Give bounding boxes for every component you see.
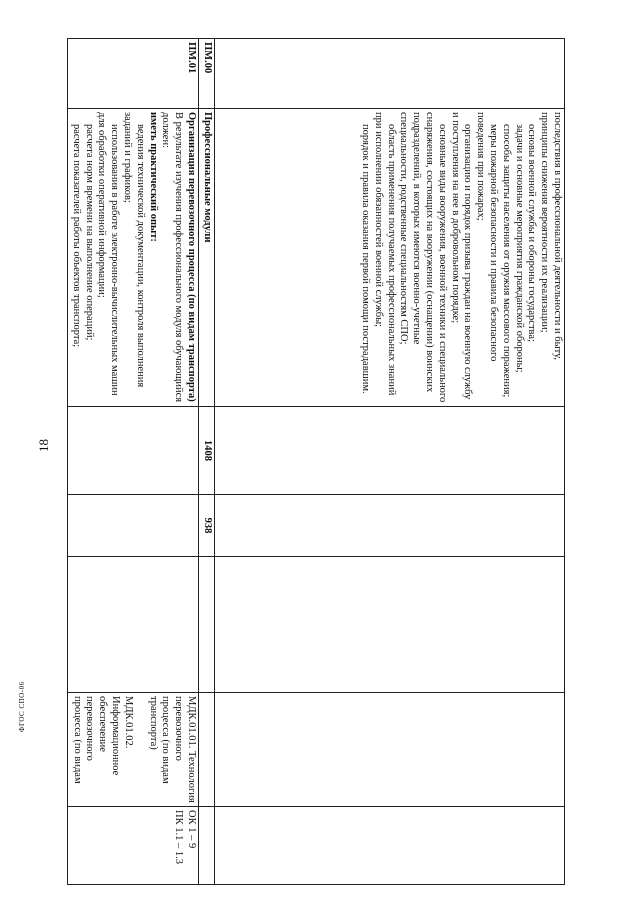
text-line: задачи и основные мероприятия гражданской обороны; bbox=[513, 124, 525, 373]
cell-title: Профессиональные модули bbox=[199, 109, 215, 407]
cell-empty bbox=[199, 557, 215, 693]
page-number: 18 bbox=[36, 439, 51, 452]
cell-code: ПМ.01 bbox=[68, 39, 199, 109]
curriculum-table bbox=[67, 38, 565, 885]
text-line: меры пожарной безопасности и правила безопасного поведения при пожарах; bbox=[475, 112, 500, 362]
module-title: Организация перевозочного процесса (по видам транспорта) bbox=[186, 112, 197, 402]
cell-competencies bbox=[68, 807, 199, 885]
text-line: последствия в профессиональной деятельности и быту, принципы снижения вероятности их реализации; bbox=[539, 112, 563, 360]
cell-empty bbox=[199, 807, 215, 885]
table-row bbox=[68, 39, 199, 885]
text-line: область применения получаемых профессиональных знаний при исполнении обязанностей военной службы; bbox=[372, 112, 397, 396]
text-line: организацию и порядок призыва граждан на военную службу и поступления на нее в добровольном порядке; bbox=[449, 112, 474, 400]
text-line: порядок и правила оказания первой помощи пострадавшим. bbox=[360, 124, 372, 394]
cell-code: ПМ.00 bbox=[199, 39, 215, 109]
cell-empty bbox=[68, 495, 199, 557]
rotated-table-container bbox=[70, 38, 565, 884]
cell-hours: 938 bbox=[199, 495, 215, 557]
cell-code-empty bbox=[215, 39, 565, 109]
cell-empty bbox=[215, 693, 565, 807]
text-line: ведения технической документации, контроля выполнения заданий и графиков; bbox=[122, 112, 146, 388]
table-row bbox=[199, 39, 215, 885]
text-line: расчета норм времени на выполнение операций; bbox=[83, 124, 95, 341]
cell-empty bbox=[68, 407, 199, 495]
cell-empty bbox=[215, 407, 565, 495]
subheading: иметь практический опыт: bbox=[147, 112, 159, 242]
text-line: В результате изучения профессионального модуля обучающийся должен: bbox=[160, 112, 185, 403]
cell-empty bbox=[215, 557, 565, 693]
footer-label: ФГОС СПО-06 bbox=[18, 681, 26, 732]
cell-empty bbox=[215, 495, 565, 557]
cell-empty bbox=[199, 693, 215, 807]
text-line: МДК.01.02. Информационное обеспечение перевозочного процесса (по видам bbox=[71, 696, 134, 784]
text-line: использования в работе электронно-вычислительных машин для обработки оперативной информации; bbox=[96, 112, 121, 396]
cell-empty bbox=[68, 557, 199, 693]
text-line: расчета показателей работы объектов транспорта; bbox=[70, 124, 82, 348]
text-line: ПК 1.1 – 1.3 bbox=[173, 810, 185, 864]
cell-content bbox=[68, 109, 199, 407]
cell-content bbox=[215, 109, 565, 407]
text-line: способы защиты населения от оружия массового поражения; bbox=[500, 124, 512, 398]
text-line: основные виды вооружения, военной техники и специального снаряжения, состоящих на вооружении (оснащении) воинских подразделений, в которых имеются военно-учетные специальности, родственные специальностям СПО; bbox=[398, 112, 448, 403]
text-line: МДК.01.01. Технология перевозочного процесса (по видам транспорта) bbox=[147, 696, 197, 803]
table-row bbox=[215, 39, 565, 885]
cell-empty bbox=[215, 807, 565, 885]
text-line: ОК 1 – 9 bbox=[186, 810, 197, 849]
text-line: основы военной службы и обороны государства; bbox=[526, 124, 538, 342]
cell-hours: 1408 bbox=[199, 407, 215, 495]
cell-mdk bbox=[68, 693, 199, 807]
